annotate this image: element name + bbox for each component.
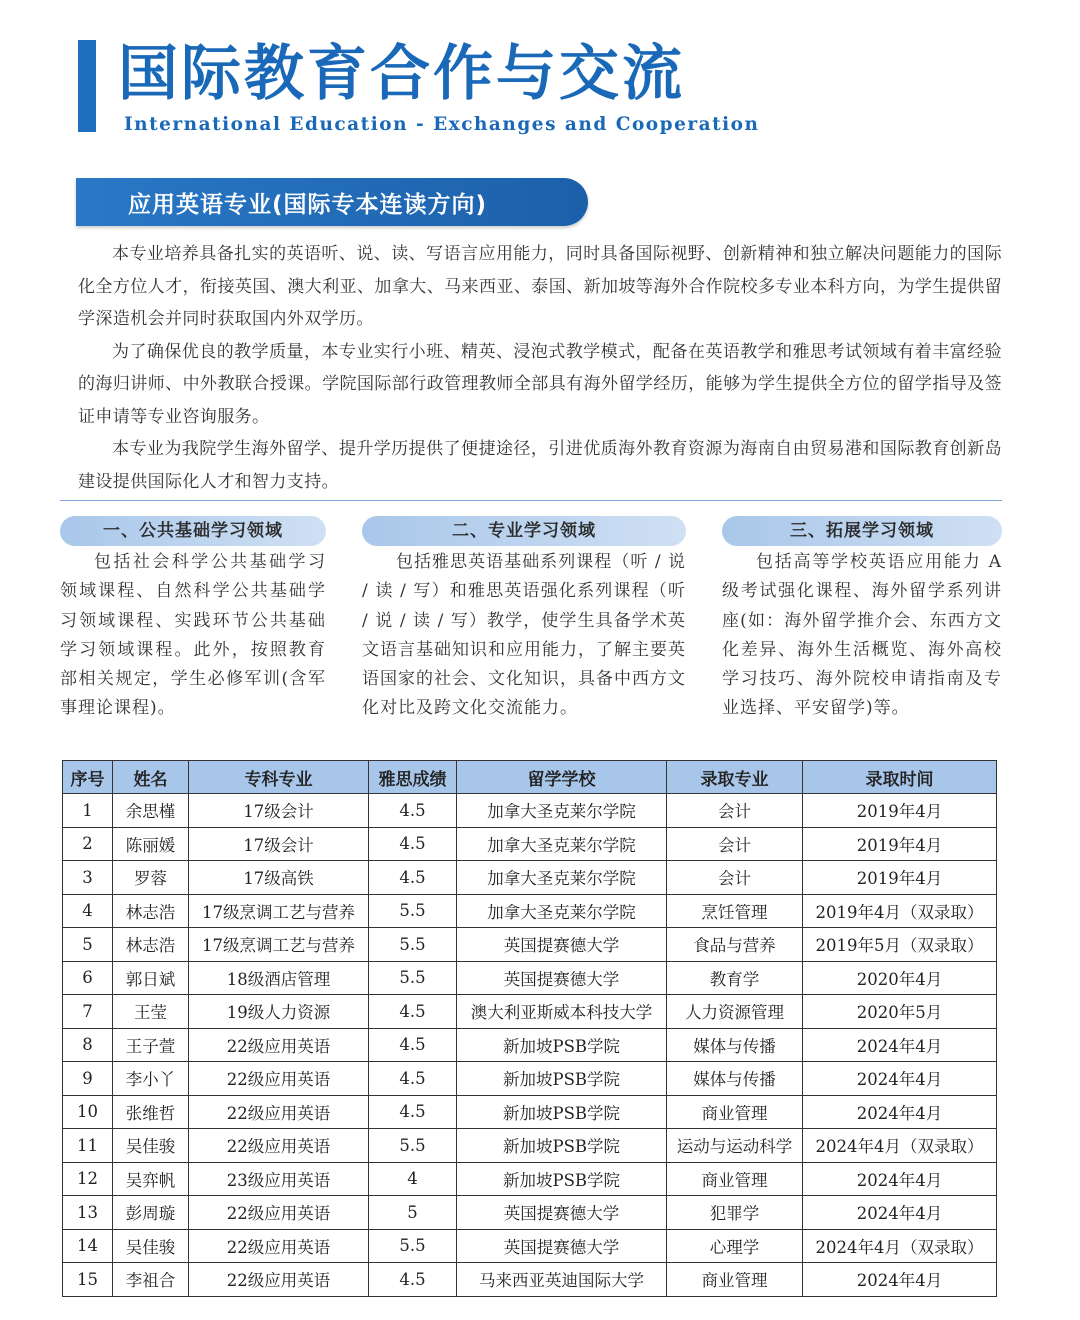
area-heading: 一、公共基础学习领域 [60,516,326,546]
cell-admitted-major: 教育学 [667,961,803,995]
cell-school: 英国提赛德大学 [457,928,667,962]
cell-index: 4 [63,894,113,928]
cell-name: 吴佳骏 [113,1129,189,1163]
table-row [63,961,997,995]
column-header-ielts: 雅思成绩 [369,761,457,794]
cell-school: 新加坡PSB学院 [457,1095,667,1129]
cell-major: 22级应用英语 [189,1196,369,1230]
cell-index: 2 [63,827,113,861]
cell-ielts: 5.5 [369,928,457,962]
cell-school: 英国提赛德大学 [457,1196,667,1230]
cell-major: 23级应用英语 [189,1162,369,1196]
table-row [63,1129,997,1163]
cell-name: 林志浩 [113,928,189,962]
cell-admitted-major: 媒体与传播 [667,1062,803,1096]
cell-admission-time: 2020年4月 [803,961,997,995]
cell-admitted-major: 食品与营养 [667,928,803,962]
area-description: 包括社会科学公共基础学习领域课程、自然科学公共基础学习领域课程、实践环节公共基础学习领域课程。此外，按照教育部相关规定，学生必修军训(含军事理论课程)。 [60,552,326,719]
cell-school: 加拿大圣克莱尔学院 [457,827,667,861]
cell-admission-time: 2019年4月 [803,794,997,828]
cell-name: 李祖合 [113,1263,189,1297]
intro-paragraph: 本专业培养具备扎实的英语听、说、读、写语言应用能力，同时具备国际视野、创新精神和独立解决问题能力的国际化全方位人才，衔接英国、澳大利亚、加拿大、马来西亚、泰国、新加坡等海外合作院校多专业本科方向，为学生提供留学深造机会并同时获取国内外双学历。 [78,244,1002,329]
table-row [63,861,997,895]
cell-ielts: 5.5 [369,894,457,928]
cell-admitted-major: 运动与运动科学 [667,1129,803,1163]
cell-name: 彭周璇 [113,1196,189,1230]
cell-admitted-major: 商业管理 [667,1263,803,1297]
table-body [63,794,997,1297]
table-row [63,1062,997,1096]
cell-admission-time: 2024年4月 [803,1095,997,1129]
cell-school: 马来西亚英迪国际大学 [457,1263,667,1297]
cell-school: 新加坡PSB学院 [457,1162,667,1196]
cell-ielts: 4.5 [369,995,457,1029]
area-column-extension [722,516,1002,724]
section-divider [60,500,1002,501]
cell-admission-time: 2024年4月 [803,1162,997,1196]
cell-index: 10 [63,1095,113,1129]
area-column-public-foundation [60,516,326,724]
cell-name: 吴佳骏 [113,1229,189,1263]
table-row [63,995,997,1029]
page-title: 国际教育合作与交流 [118,39,685,109]
cell-ielts: 5 [369,1196,457,1230]
cell-admission-time: 2024年4月 [803,1028,997,1062]
intro-paragraph: 为了确保优良的教学质量，本专业实行小班、精英、浸泡式教学模式，配备在英语教学和雅思考试领域有着丰富经验的海归讲师、中外教联合授课。学院国际部行政管理教师全部具有海外留学经历，能够为学生提供全方位的留学指导及签证申请等专业咨询服务。 [78,341,1002,427]
column-header-index: 序号 [63,761,113,794]
cell-admitted-major: 心理学 [667,1229,803,1263]
cell-ielts: 4 [369,1162,457,1196]
cell-major: 18级酒店管理 [189,961,369,995]
cell-admitted-major: 媒体与传播 [667,1028,803,1062]
cell-major: 22级应用英语 [189,1229,369,1263]
cell-ielts: 4.5 [369,1095,457,1129]
cell-index: 12 [63,1162,113,1196]
cell-name: 吴弈帆 [113,1162,189,1196]
cell-ielts: 4.5 [369,827,457,861]
cell-admitted-major: 会计 [667,861,803,895]
column-header-admission-time: 录取时间 [803,761,997,794]
cell-admitted-major: 商业管理 [667,1162,803,1196]
column-header-name: 姓名 [113,761,189,794]
area-description: 包括雅思英语基础系列课程（听 / 说 / 读 / 写）和雅思英语强化系列课程（听 / 说 / 读 / 写）教学，使学生具备学术英文语言基础知识和应用能力，了解主要英语国家的社会、文化知识，具备中西方文化对比及跨文化交流能力。 [362,552,686,719]
cell-name: 陈丽媛 [113,827,189,861]
cell-school: 英国提赛德大学 [457,1229,667,1263]
cell-major: 17级烹调工艺与营养 [189,894,369,928]
cell-index: 7 [63,995,113,1029]
cell-admitted-major: 商业管理 [667,1095,803,1129]
cell-admitted-major: 犯罪学 [667,1196,803,1230]
intro-paragraph: 本专业为我院学生海外留学、提升学历提供了便捷途径，引进优质海外教育资源为海南自由贸易港和国际教育创新岛建设提供国际化人才和智力支持。 [78,439,1002,492]
cell-school: 英国提赛德大学 [457,961,667,995]
cell-admission-time: 2019年4月（双录取） [803,894,997,928]
cell-admitted-major: 人力资源管理 [667,995,803,1029]
cell-major: 22级应用英语 [189,1095,369,1129]
table-row [63,794,997,828]
area-heading: 三、拓展学习领域 [722,516,1002,546]
cell-admission-time: 2019年4月 [803,861,997,895]
cell-ielts: 5.5 [369,1129,457,1163]
cell-name: 郭日斌 [113,961,189,995]
cell-school: 加拿大圣克莱尔学院 [457,861,667,895]
table-row [63,1263,997,1297]
cell-index: 15 [63,1263,113,1297]
cell-major: 22级应用英语 [189,1263,369,1297]
cell-admission-time: 2019年5月（双录取） [803,928,997,962]
cell-admission-time: 2024年4月 [803,1062,997,1096]
cell-major: 22级应用英语 [189,1129,369,1163]
area-description: 包括高等学校英语应用能力 A 级考试强化课程、海外留学系列讲座(如：海外留学推介会、东西方文化差异、海外生活概览、海外高校学习技巧、海外院校申请指南及专业选择、平安留学)等。 [722,552,1002,719]
header-accent-bar [78,40,96,132]
cell-school: 新加坡PSB学院 [457,1028,667,1062]
cell-major: 17级会计 [189,827,369,861]
cell-ielts: 4.5 [369,1263,457,1297]
cell-admission-time: 2024年4月（双录取） [803,1129,997,1163]
column-header-major: 专科专业 [189,761,369,794]
cell-name: 张维哲 [113,1095,189,1129]
cell-school: 新加坡PSB学院 [457,1062,667,1096]
table-row [63,827,997,861]
cell-admitted-major: 烹饪管理 [667,894,803,928]
cell-admission-time: 2019年4月 [803,827,997,861]
cell-admitted-major: 会计 [667,827,803,861]
cell-index: 3 [63,861,113,895]
cell-ielts: 5.5 [369,1229,457,1263]
admission-table [62,760,997,1297]
cell-ielts: 5.5 [369,961,457,995]
area-column-professional [362,516,686,724]
page-subtitle-english: International Education - Exchanges and Cooperation [124,114,760,135]
cell-ielts: 4.5 [369,794,457,828]
cell-ielts: 4.5 [369,861,457,895]
intro-text [78,238,1002,498]
cell-admission-time: 2024年4月（双录取） [803,1229,997,1263]
cell-major: 19级人力资源 [189,995,369,1029]
cell-index: 8 [63,1028,113,1062]
table-row [63,1162,997,1196]
cell-index: 6 [63,961,113,995]
table-row [63,1196,997,1230]
cell-school: 澳大利亚斯威本科技大学 [457,995,667,1029]
cell-name: 林志浩 [113,894,189,928]
cell-major: 17级烹调工艺与营养 [189,928,369,962]
cell-index: 14 [63,1229,113,1263]
table-row [63,894,997,928]
cell-admitted-major: 会计 [667,794,803,828]
column-header-admitted-major: 录取专业 [667,761,803,794]
cell-index: 9 [63,1062,113,1096]
cell-admission-time: 2020年5月 [803,995,997,1029]
cell-admission-time: 2024年4月 [803,1263,997,1297]
cell-school: 加拿大圣克莱尔学院 [457,894,667,928]
cell-school: 新加坡PSB学院 [457,1129,667,1163]
section-title: 应用英语专业(国际专本连读方向) [128,192,488,218]
cell-name: 李小丫 [113,1062,189,1096]
cell-index: 11 [63,1129,113,1163]
cell-index: 13 [63,1196,113,1230]
cell-ielts: 4.5 [369,1028,457,1062]
area-heading: 二、专业学习领域 [362,516,686,546]
table-row [63,1095,997,1129]
cell-index: 1 [63,794,113,828]
cell-major: 22级应用英语 [189,1062,369,1096]
section-banner [76,178,588,226]
cell-name: 余思槿 [113,794,189,828]
cell-major: 22级应用英语 [189,1028,369,1062]
cell-ielts: 4.5 [369,1062,457,1096]
cell-major: 17级会计 [189,794,369,828]
table-row [63,928,997,962]
table-header-row [63,761,997,794]
cell-school: 加拿大圣克莱尔学院 [457,794,667,828]
cell-name: 罗蓉 [113,861,189,895]
cell-name: 王莹 [113,995,189,1029]
cell-name: 王子萱 [113,1028,189,1062]
table-row [63,1229,997,1263]
cell-admission-time: 2024年4月 [803,1196,997,1230]
column-header-school: 留学学校 [457,761,667,794]
cell-major: 17级高铁 [189,861,369,895]
table-row [63,1028,997,1062]
cell-index: 5 [63,928,113,962]
